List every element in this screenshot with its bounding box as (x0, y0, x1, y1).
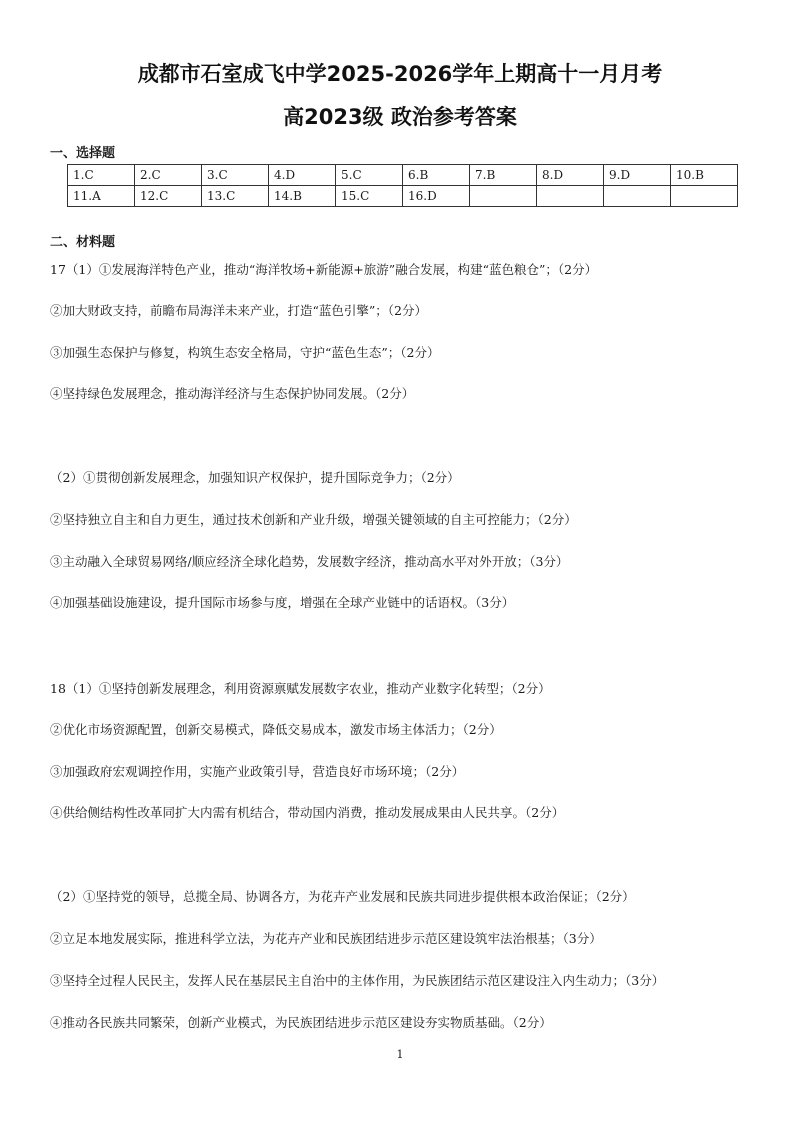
answer-cell: 16.D (403, 186, 470, 207)
answer-cell: 3.C (202, 165, 269, 186)
answer-cell: 1.C (68, 165, 135, 186)
answer-cell (671, 186, 738, 207)
answer-cell (470, 186, 537, 207)
q18-answer-line: ④供给侧结构性改革同扩大内需有机结合，带动国内消费，推动发展成果由人民共享。（2分） (50, 805, 565, 820)
document-subtitle: 高2023级 政治参考答案 (283, 105, 517, 129)
answer-cell: 11.A (68, 186, 135, 207)
answer-cell: 2.C (135, 165, 202, 186)
answer-cell (604, 186, 671, 207)
q18-answer-line: 18（1）①坚持创新发展理念，利用资源禀赋发展数字农业，推动产业数字化转型；（2分） (50, 681, 551, 696)
q17-answer-line: ②加大财政支持，前瞻布局海洋未来产业，打造“蓝色引擎”；（2分） (50, 303, 427, 318)
q17-answer-line: （2）①贯彻创新发展理念，加强知识产权保护，提升国际竞争力；（2分） (50, 470, 460, 485)
q17-answer-line: ③加强生态保护与修复，构筑生态安全格局，守护“蓝色生态”；（2分） (50, 345, 440, 360)
answer-cell: 10.B (671, 165, 738, 186)
answer-cell: 15.C (336, 186, 403, 207)
q17-answer-line: 17（1）①发展海洋特色产业，推动“海洋牧场+新能源+旅游”融合发展，构建“蓝色粮仓”；（2分） (50, 262, 598, 277)
section-heading-choice: 一、选择题 (50, 146, 116, 161)
answer-cell: 12.C (135, 186, 202, 207)
answer-cell: 13.C (202, 186, 269, 207)
q17-answer-line: ③主动融入全球贸易网络/顺应经济全球化趋势，发展数字经济，推动高水平对外开放；（3分） (50, 554, 569, 569)
q18-answer-line: ③加强政府宏观调控作用，实施产业政策引导，营造良好市场环境；（2分） (50, 764, 465, 779)
q18-answer-line: ③坚持全过程人民民主，发挥人民在基层民主自治中的主体作用，为民族团结示范区建设注入内生动力；（3分） (50, 973, 665, 988)
document-title: 成都市石室成飞中学2025-2026学年上期高十一月月考 (137, 62, 663, 86)
answer-cell: 14.B (269, 186, 336, 207)
q18-answer-line: ④推动各民族共同繁荣，创新产业模式，为民族团结进步示范区建设夯实物质基础。（2分） (50, 1015, 552, 1030)
q18-answer-line: ②优化市场资源配置，创新交易模式，降低交易成本，激发市场主体活力；（2分） (50, 722, 502, 737)
answer-cell: 8.D (537, 165, 604, 186)
answer-cell: 4.D (269, 165, 336, 186)
q18-answer-line: ②立足本地发展实际，推进科学立法，为花卉产业和民族团结进步示范区建设筑牢法治根基；（3分） (50, 931, 602, 946)
answer-cell (537, 186, 604, 207)
answer-cell: 6.B (403, 165, 470, 186)
answer-row-2 (68, 186, 738, 207)
answer-row-1 (68, 165, 738, 186)
answer-cell: 7.B (470, 165, 537, 186)
page-number: 1 (396, 1048, 404, 1061)
answer-table (67, 164, 738, 207)
q18-answer-line: （2）①坚持党的领导，总揽全局、协调各方，为花卉产业发展和民族共同进步提供根本政治保证；（2分） (50, 889, 635, 904)
q17-answer-line: ④坚持绿色发展理念，推动海洋经济与生态保护协同发展。（2分） (50, 386, 415, 401)
q17-answer-line: ④加强基础设施建设，提升国际市场参与度，增强在全球产业链中的话语权。（3分） (50, 595, 515, 610)
section-heading-material: 二、材料题 (50, 235, 116, 250)
answer-cell: 5.C (336, 165, 403, 186)
answer-cell: 9.D (604, 165, 671, 186)
q17-answer-line: ②坚持独立自主和自力更生，通过技术创新和产业升级，增强关键领域的自主可控能力；（2分） (50, 512, 577, 527)
